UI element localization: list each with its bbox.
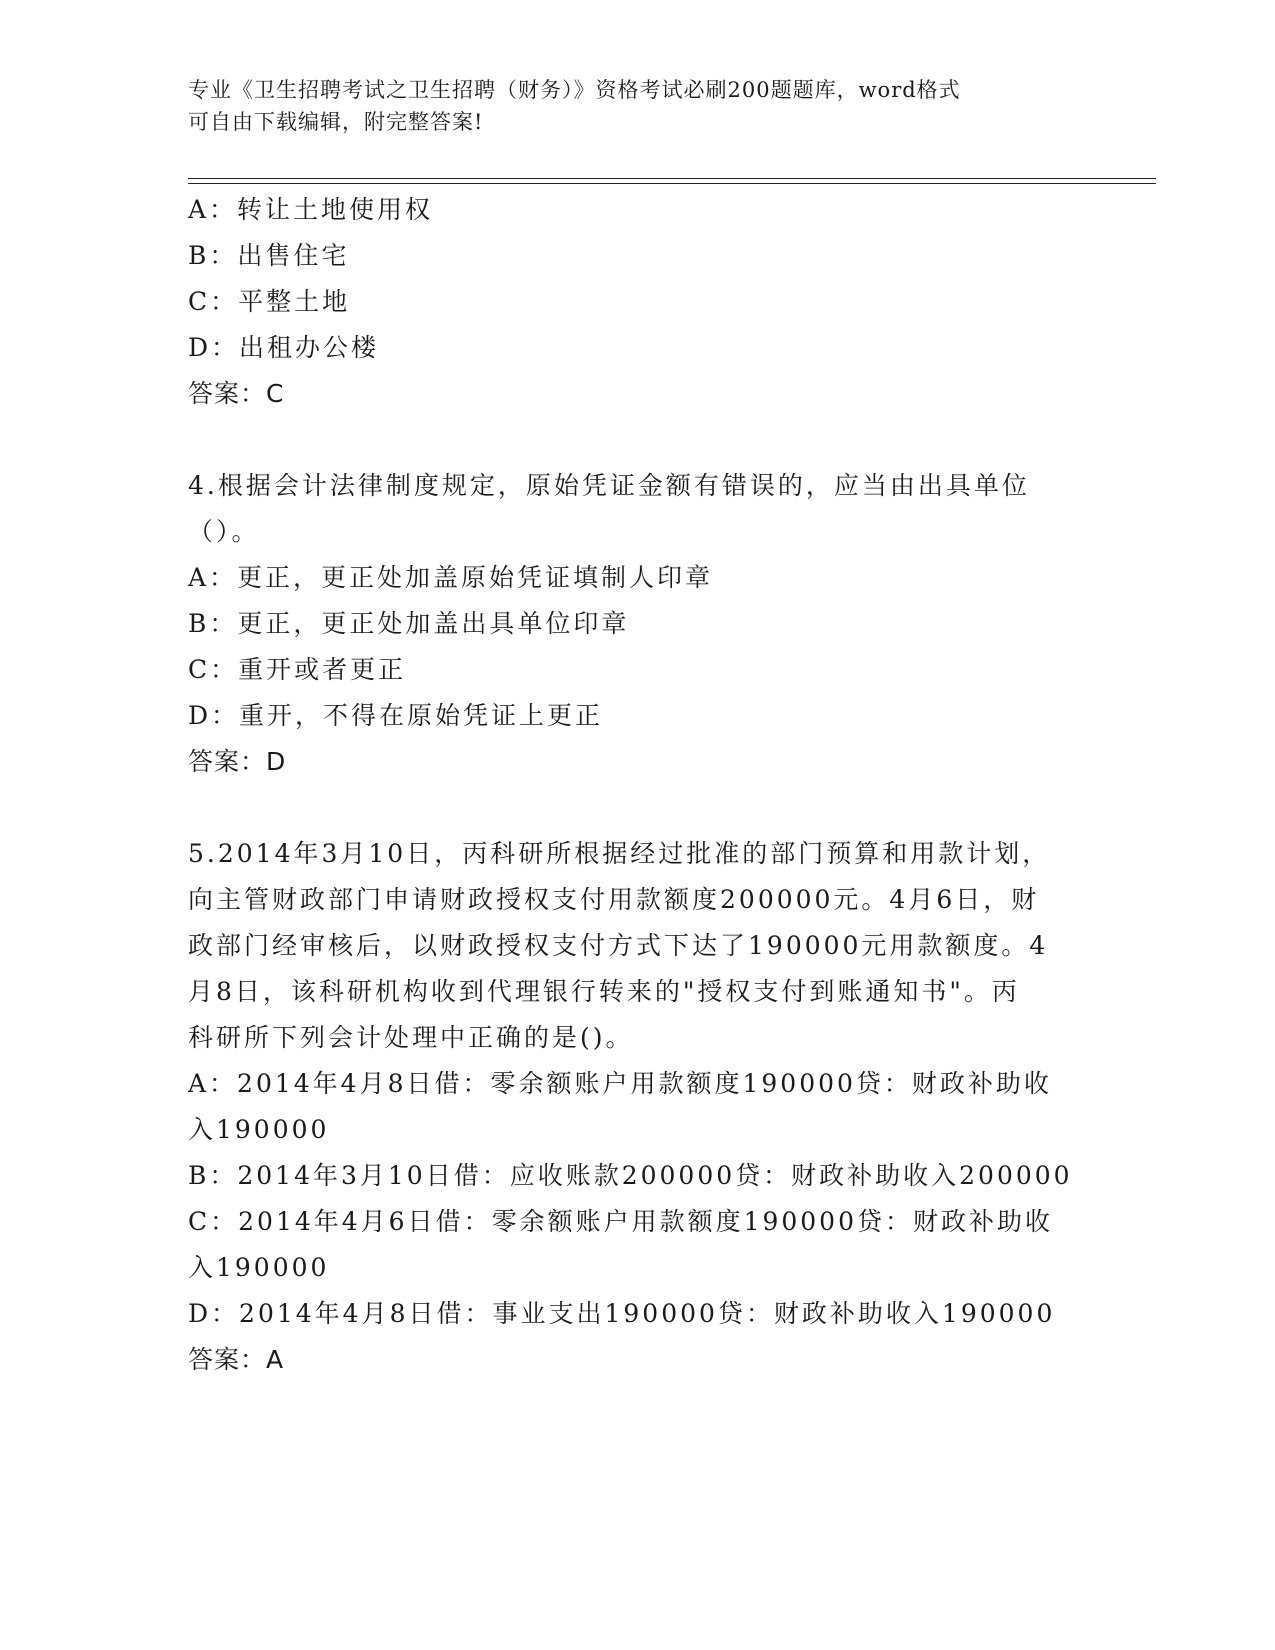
header-line-1: 专业《卫生招聘考试之卫生招聘（财务）》资格考试必刷200题题库，word格式 — [188, 78, 961, 102]
q5-stem-line-1: 5.2014年3月10日，丙科研所根据经过批准的部门预算和用款计划， — [188, 839, 1051, 868]
q5-stem-line-5: 科研所下列会计处理中正确的是()。 — [188, 1023, 634, 1052]
question-content — [188, 187, 1078, 1383]
q5-option-c: C：2014年4月6日借：零余额账户用款额度190000贷：财政补助收 — [188, 1207, 1053, 1236]
q4-answer: 答案：D — [188, 747, 287, 776]
header-divider-top — [188, 178, 1156, 179]
question-4-block — [188, 463, 1078, 785]
question-3-block — [188, 187, 1078, 417]
q4-option-c: C：重开或者更正 — [188, 655, 407, 684]
q4-option-d: D：重开，不得在原始凭证上更正 — [188, 701, 604, 730]
q4-option-a: A：更正，更正处加盖原始凭证填制人印章 — [188, 563, 714, 592]
q5-stem-line-2: 向主管财政部门申请财政授权支付用款额度200000元。4月6日，财 — [188, 885, 1040, 914]
q4-option-b: B：更正，更正处加盖出具单位印章 — [188, 609, 630, 638]
q4-stem-line-1: 4.根据会计法律制度规定，原始凭证金额有错误的，应当由出具单位 — [188, 471, 1030, 500]
q3-option-b: B：出售住宅 — [188, 241, 350, 270]
q5-answer: 答案：A — [188, 1345, 285, 1374]
q3-option-c: C：平整土地 — [188, 287, 351, 316]
q3-option-a: A：转让土地使用权 — [188, 195, 434, 224]
q5-option-d: D：2014年4月8日借：事业支出190000贷：财政补助收入190000 — [188, 1299, 1056, 1328]
q5-option-b: B：2014年3月10日借：应收账款200000贷：财政补助收入200000 — [188, 1161, 1073, 1190]
spacer — [188, 785, 1078, 831]
header-line-2: 可自由下载编辑，附完整答案! — [188, 110, 484, 134]
q5-stem-line-4: 月8日，该科研机构收到代理银行转来的"授权支付到账通知书"。丙 — [188, 977, 1020, 1006]
question-5-block — [188, 831, 1078, 1383]
q5-option-a-cont: 入190000 — [188, 1115, 330, 1144]
document-header — [188, 74, 1088, 138]
header-divider-bottom — [188, 183, 1156, 184]
q3-answer: 答案：C — [188, 379, 285, 408]
q5-option-c-cont: 入190000 — [188, 1253, 330, 1282]
spacer — [188, 417, 1078, 463]
q4-stem-line-2: （）。 — [188, 517, 260, 546]
q3-option-d: D：出租办公楼 — [188, 333, 380, 362]
q5-option-a: A：2014年4月8日借：零余额账户用款额度190000贷：财政补助收 — [188, 1069, 1052, 1098]
q5-stem-line-3: 政部门经审核后，以财政授权支付方式下达了190000元用款额度。4 — [188, 931, 1049, 960]
